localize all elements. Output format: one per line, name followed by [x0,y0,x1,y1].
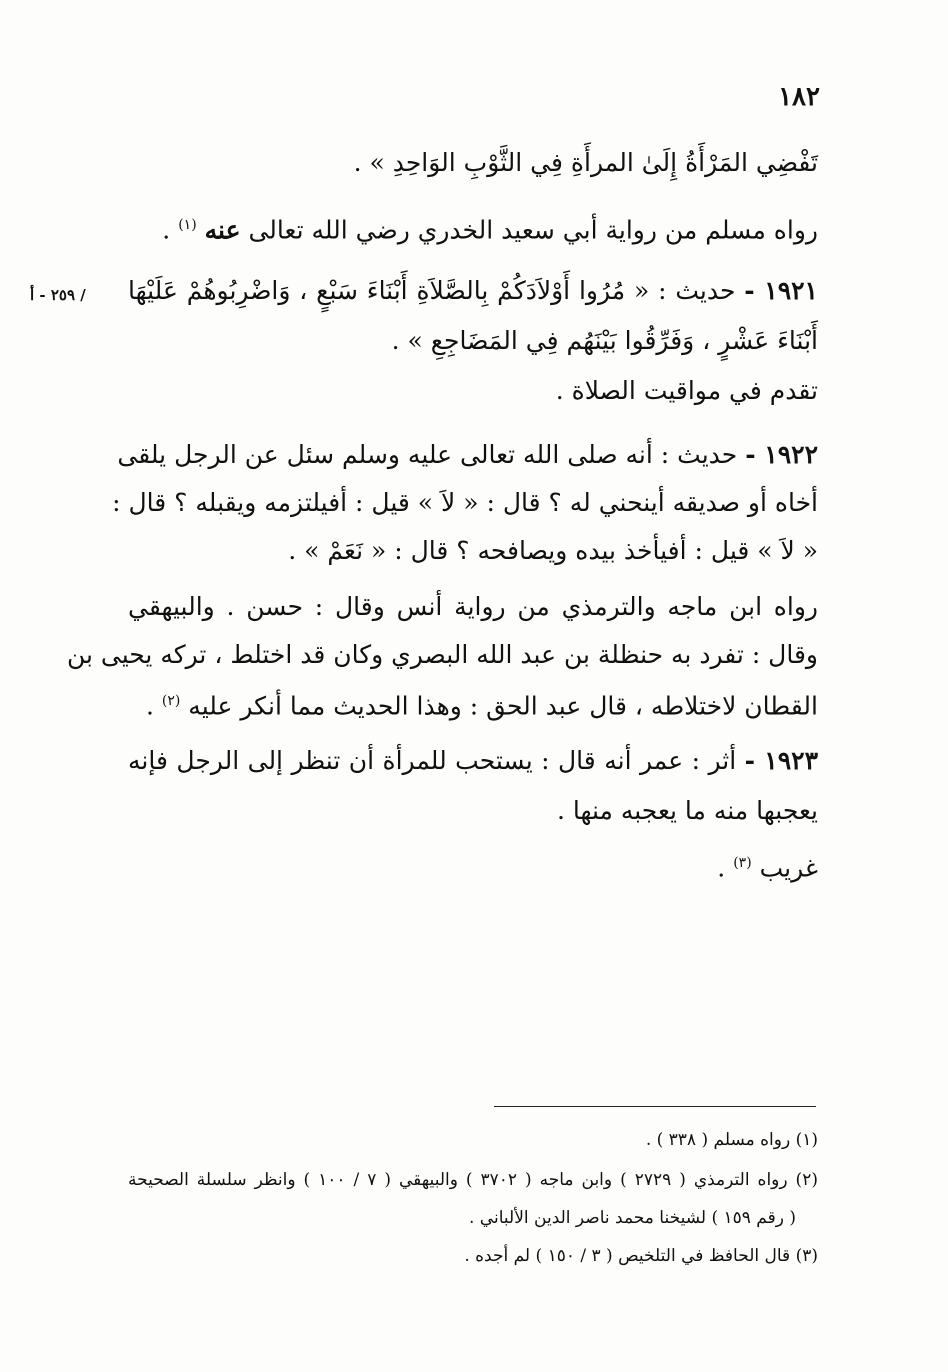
text-line-4 [128,326,818,356]
footnote-2-continuation: ( رقم ١٥٩ ) لشيخنا محمد ناصر الدين الألباني . [469,1208,796,1228]
attribution-bold: عنه [204,215,241,245]
cross-reference-text: تقدم في مواقيت الصلاة . [555,376,818,405]
text-line-7 [112,488,818,518]
narration-text-1: رواه ابن ماجه والترمذي من رواية أنس وقال : حسن . والبيهقي [128,592,818,621]
hadith-1921-text: حديث : « مُرُوا أَوْلاَدَكُمْ بِالصَّلاَةِ أَبْنَاءَ سَبْعٍ ، وَاضْرِبُوهُمْ عَلَيْهَا [128,276,745,305]
text-line-5 [128,376,818,406]
line-end: . [717,853,734,883]
text-line-12 [128,746,818,776]
page-number: ١٨٢ [778,82,820,112]
hadith-1922-text: حديث : أنه صلى الله تعالى عليه وسلم سئل عن الرجل يلقى [117,440,746,469]
hadith-number-1922: ١٩٢٢ - [745,440,818,469]
text-line-14 [128,848,818,883]
margin-note: / ٢٥٩ - أ [30,286,86,304]
hadith-number-1923: ١٩٢٣ - [744,746,818,775]
hadith-1922-continuation-2: « لاَ » قيل : أفيأخذ بيده ويصافحه ؟ قال : « نَعَمْ » . [288,536,818,565]
narration-text-3: القطان لاختلاطه ، قال عبد الحق : وهذا الحديث مما أنكر عليه [188,691,818,721]
athar-1923-continuation: يعجبها منه ما يعجبه منها . [556,796,818,825]
footnote-1: (١) رواه مسلم ( ٣٣٨ ) . [645,1130,818,1150]
hadith-1921-continuation: أَبْنَاءَ عَشْرٍ ، وَفَرِّقُوا بَيْنَهُم فِي المَضَاجِعِ » . [391,326,818,355]
text-line-9 [128,592,818,622]
hadith-ending-text: تَفْضِي المَرْأَةُ إِلَىٰ المرأَةِ فِي الثَّوْبِ الوَاحِدِ » . [353,148,818,177]
attribution-text: رواه مسلم من رواية أبي سعيد الخدري رضي الله تعالى [248,215,818,245]
text-line-2 [128,210,818,245]
text-line-3 [128,276,818,306]
footnote-3: (٣) قال الحافظ في التلخيص ( ٣ / ١٥٠ ) لم أجده . [464,1246,818,1266]
footnote-divider [494,1106,816,1107]
footnote-ref-2: (٢) [161,693,181,709]
line-end: . [145,691,162,721]
line-end: . [162,215,179,245]
footnote-ref-3: (٣) [733,855,752,871]
footnote-2: (٢) رواه الترمذي ( ٢٧٢٩ ) وابن ماجه ( ٣٧٠٢ ) والبيهقي ( ٧ / ١٠٠ ) وانظر سلسلة الصحيحة [128,1170,818,1190]
text-line-10 [66,640,818,670]
text-line-1 [128,148,818,178]
text-line-11 [128,686,818,721]
text-line-8 [128,536,818,566]
narration-text-2: وقال : تفرد به حنظلة بن عبد الله البصري وكان قد اختلط ، تركه يحيى بن [66,640,818,669]
grading-text: غريب [759,853,818,883]
text-line-6 [117,440,818,470]
text-line-13 [128,796,818,826]
hadith-number-1921: ١٩٢١ - [744,276,818,305]
hadith-1922-continuation-1: أخاه أو صديقه أينحني له ؟ قال : « لاَ » قيل : أفيلتزمه ويقبله ؟ قال : [112,488,818,517]
athar-1923-text: أثر : عمر أنه قال : يستحب للمرأة أن تنظر إلى الرجل فإنه [128,746,745,775]
footnote-ref-1: (١) [178,217,197,233]
